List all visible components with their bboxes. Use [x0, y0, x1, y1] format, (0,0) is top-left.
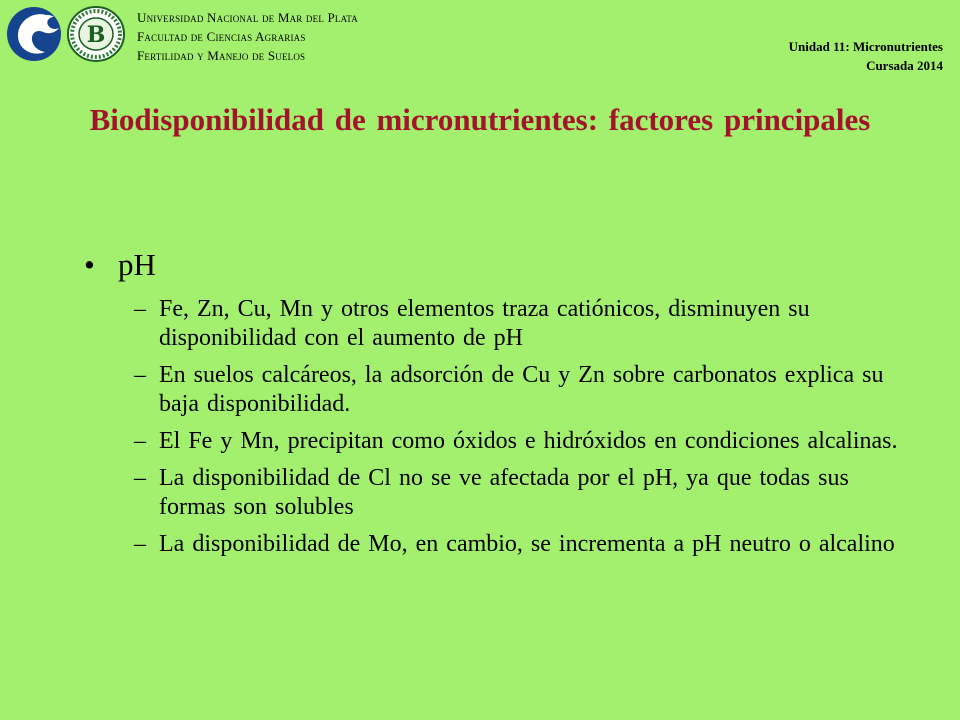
university-logo [6, 6, 62, 62]
dash-marker: – [134, 362, 146, 388]
sub-bullet-text: Fe, Zn, Cu, Mn y otros elementos traza catiónicos, disminuyen su disponibilidad con el aumento de pH [159, 296, 810, 351]
dash-marker: – [134, 531, 146, 557]
sub-bullet-item [128, 530, 908, 559]
bullet-text: pH [118, 247, 156, 282]
sub-bullet-text: En suelos calcáreos, la adsorción de Cu y Zn sobre carbonatos explica su baja disponibilidad. [159, 362, 884, 417]
dash-marker: – [134, 428, 146, 454]
unit-label: Unidad 11: Micronutrientes [788, 39, 943, 54]
sub-bullet-text: La disponibilidad de Cl no se ve afectada por el pH, ya que todas sus formas son solubles [159, 465, 849, 520]
sub-bullet-text: El Fe y Mn, precipitan como óxidos e hidróxidos en condiciones alcalinas. [159, 428, 898, 454]
institution-faculty: Facultad de Ciencias Agrarias [137, 29, 306, 44]
unit-block [789, 37, 943, 75]
sub-bullet-list [128, 295, 908, 567]
course-year: Cursada 2014 [866, 58, 943, 73]
main-bullet [84, 245, 156, 285]
sub-bullet-item [128, 295, 908, 353]
faculty-seal-letter: B [86, 22, 106, 48]
slide-title: Biodisponibilidad de micronutrientes: factores principales [89, 102, 871, 137]
wave-logo-icon [6, 6, 62, 62]
dash-marker: – [134, 465, 146, 491]
institution-block [137, 8, 358, 65]
sub-bullet-item [128, 427, 908, 456]
sub-bullet-item [128, 464, 908, 522]
dash-marker: – [134, 296, 146, 322]
institution-university: Universidad Nacional de Mar del Plata [137, 10, 358, 25]
sub-bullet-text: La disponibilidad de Mo, en cambio, se incrementa a pH neutro o alcalino [159, 531, 895, 557]
bullet-marker: • [84, 247, 95, 282]
institution-department: Fertilidad y Manejo de Suelos [137, 48, 306, 63]
sub-bullet-item [128, 361, 908, 419]
faculty-logo [66, 5, 126, 63]
faculty-seal-icon [66, 5, 126, 63]
